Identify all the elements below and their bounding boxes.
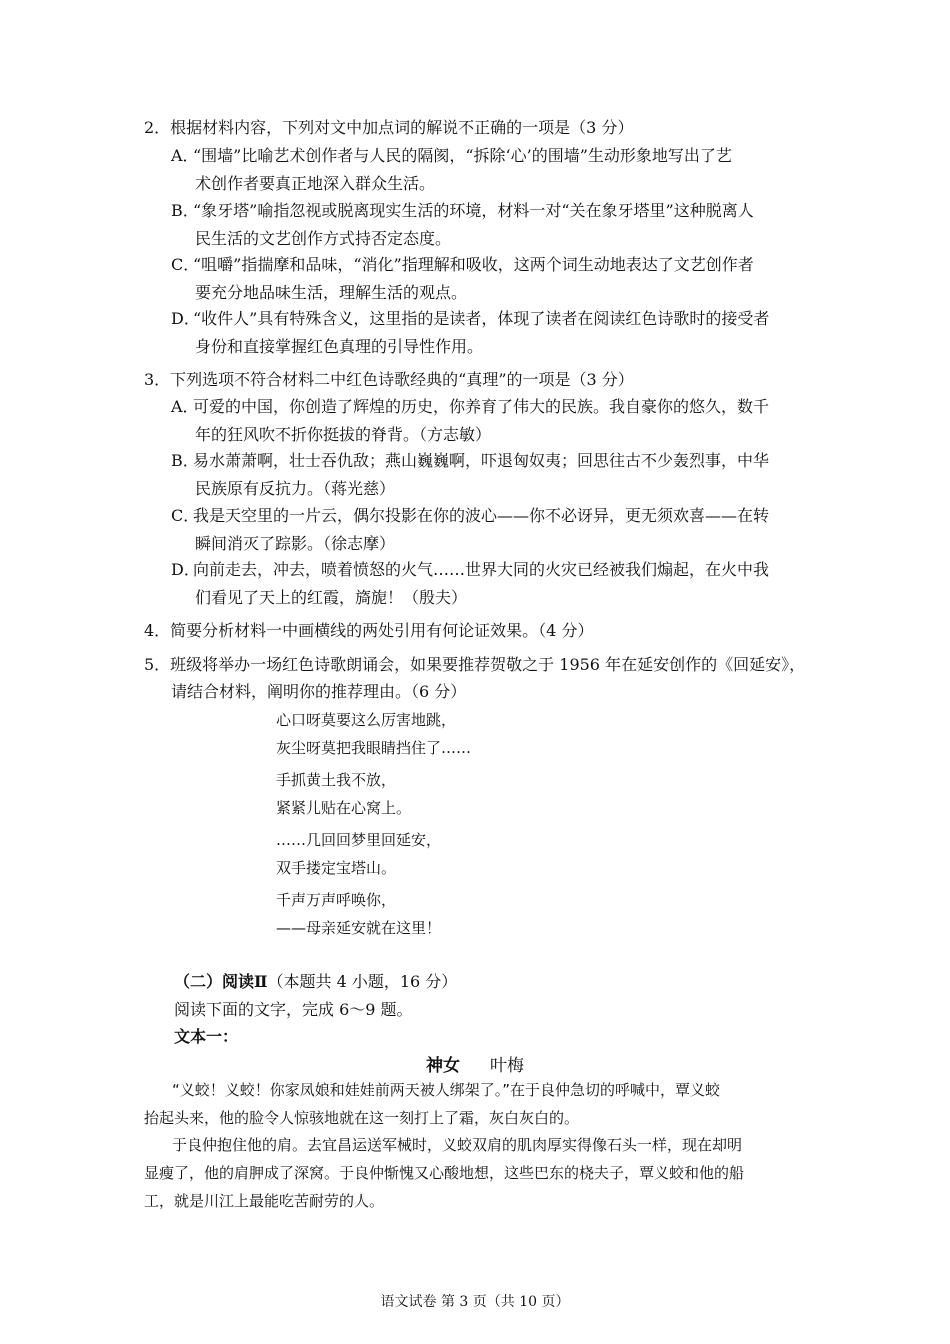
poem-excerpt xyxy=(276,706,471,942)
story-title: 神女 xyxy=(426,1056,460,1076)
question-5-stem-cont: 请结合材料，阐明你的推荐理由。（6 分） xyxy=(171,682,467,701)
question-2-option-a xyxy=(171,142,821,198)
question-3-option-b xyxy=(171,447,821,503)
paragraph-line: 于良仲抱住他的肩。去宜昌运送军械时，义蛟双肩的肌肉厚实得像石头一样，现在却明 xyxy=(172,1136,743,1154)
option-text-cont: 要充分地品味生活，理解生活的观点。 xyxy=(195,283,468,302)
story-author: 叶梅 xyxy=(490,1056,524,1076)
option-label: D． xyxy=(171,560,200,579)
option-text-cont: 年的狂风吹不折你挺拔的脊背。（方志敏） xyxy=(195,425,492,444)
option-text: 我是天空里的一片云，偶尔投影在你的波心——你不必讶异，更无须欢喜——在转 xyxy=(193,506,770,525)
option-text: “象牙塔”喻指忽视或脱离现实生活的环境，材料一对“关在象牙塔里”这种脱离人 xyxy=(193,201,754,220)
option-text-cont: 身份和直接掌握红色真理的引导性作用。 xyxy=(195,337,484,356)
poem-line: 紧紧儿贴在心窝上。 xyxy=(276,799,412,817)
story-paragraph-2 xyxy=(144,1131,814,1215)
option-text-cont: 们看见了天上的红霞，旖旎！（殷夫） xyxy=(195,588,468,607)
poem-line: ……几回回梦里回延安， xyxy=(276,831,442,849)
option-text: “收件人”具有特殊含义，这里指的是读者，体现了读者在阅读红色诗歌时的接受者 xyxy=(193,309,770,328)
question-2-option-b xyxy=(171,197,821,253)
option-text-cont: 瞬间消灭了踪影。（徐志摩） xyxy=(195,534,396,553)
option-text: 向前走去，冲去，喷着愤怒的火气……世界大同的火灾已经被我们煽起，在火中我 xyxy=(193,560,770,579)
paragraph-line: 抬起头来，他的脸令人惊骇地就在这一刻打上了霜，灰白灰白的。 xyxy=(144,1109,580,1127)
section-heading xyxy=(174,968,457,996)
option-label: B． xyxy=(171,201,199,220)
option-label: A． xyxy=(171,146,199,165)
paragraph-line: “义蛟！义蛟！你家凤娘和娃娃前两天被人绑架了。”在于良仲急切的呼喊中，覃义蛟 xyxy=(172,1081,721,1099)
question-3-stem: 3．下列选项不符合材料二中红色诗歌经典的“真理”的一项是（3 分） xyxy=(144,370,634,389)
question-3-option-c xyxy=(171,502,821,558)
option-label: D． xyxy=(171,309,200,328)
option-label: C． xyxy=(171,255,200,274)
section-heading-detail: （本题共 4 小题，16 分） xyxy=(267,972,458,991)
question-3-option-a xyxy=(171,393,821,449)
question-3-option-d xyxy=(171,556,821,612)
option-text: “围墙”比喻艺术创作者与人民的隔阂，“拆除‘心’的围墙”生动形象地写出了艺 xyxy=(193,146,732,165)
poem-line: ——母亲延安就在这里！ xyxy=(276,919,442,937)
poem-line: 千声万声呼唤你， xyxy=(276,891,397,909)
option-label: A． xyxy=(171,397,199,416)
question-2-option-c xyxy=(171,251,821,307)
section-heading-bold: （二）阅读Ⅱ xyxy=(174,972,268,991)
story-paragraph-1 xyxy=(144,1076,814,1132)
option-text-cont: 民族原有反抗力。（蒋光慈） xyxy=(195,479,396,498)
option-label: B． xyxy=(171,451,199,470)
section-instruction: 阅读下面的文字，完成 6～9 题。 xyxy=(174,1000,413,1019)
question-2-option-d xyxy=(171,305,821,361)
poem-line: 心口呀莫要这么厉害地跳， xyxy=(276,711,457,729)
option-text: 易水萧萧啊，壮士吞仇敌；燕山巍巍啊，吓退匈奴夷；回思往古不少轰烈事，中华 xyxy=(193,451,770,470)
poem-line: 手抓黄土我不放， xyxy=(276,771,397,789)
question-5-stem: 5．班级将举办一场红色诗歌朗诵会，如果要推荐贺敬之于 1956 年在延安创作的《回延安》， xyxy=(144,655,806,674)
page-footer: 语文试卷 第 3 页（共 10 页） xyxy=(380,1294,570,1310)
story-title-line xyxy=(0,1051,950,1076)
question-2-stem: 2．根据材料内容，下列对文中加点词的解说不正确的一项是（3 分） xyxy=(144,118,634,137)
option-text: 可爱的中国，你创造了辉煌的历史，你养育了伟大的民族。我自豪你的悠久，数千 xyxy=(193,397,770,416)
option-text-cont: 民生活的文艺创作方式持否定态度。 xyxy=(195,229,452,248)
option-text: “咀嚼”指揣摩和品味，“消化”指理解和吸收，这两个词生动地表达了文艺创作者 xyxy=(193,255,754,274)
paragraph-line: 工，就是川江上最能吃苦耐劳的人。 xyxy=(144,1192,385,1210)
option-label: C． xyxy=(171,506,200,525)
paragraph-line: 显瘦了，他的肩胛成了深窝。于良仲惭愧又心酸地想，这些巴东的桡夫子，覃义蛟和他的船 xyxy=(144,1164,745,1182)
question-4-stem: 4．简要分析材料一中画横线的两处引用有何论证效果。（4 分） xyxy=(144,621,594,640)
text-label: 文本一： xyxy=(174,1027,239,1046)
poem-line: 灰尘呀莫把我眼睛挡住了…… xyxy=(276,739,472,757)
poem-line: 双手搂定宝塔山。 xyxy=(276,859,397,877)
option-text-cont: 术创作者要真正地深入群众生活。 xyxy=(195,174,436,193)
